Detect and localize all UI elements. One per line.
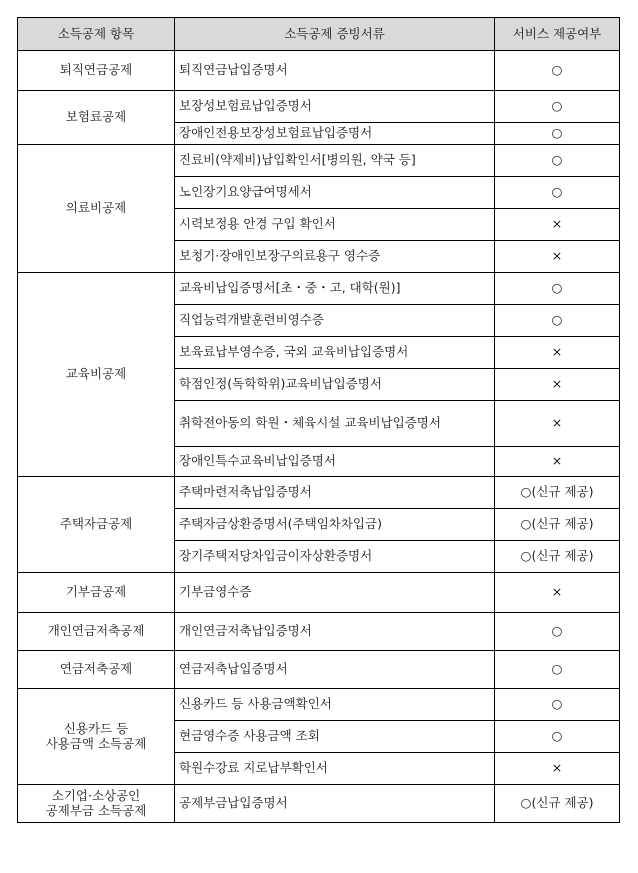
category-cell: 기부금공제 [18, 573, 175, 613]
service-status-cell: × [495, 753, 620, 785]
category-cell: 퇴직연금공제 [18, 51, 175, 91]
service-status-cell: ○ [495, 305, 620, 337]
document-cell: 장기주택저당차입금이자상환증명서 [175, 541, 495, 573]
header-service: 서비스 제공여부 [495, 18, 620, 51]
table-row [18, 689, 620, 721]
document-cell: 주택마련저축납입증명서 [175, 477, 495, 509]
table-row [18, 51, 620, 91]
table-body [18, 51, 620, 823]
service-status-cell: × [495, 369, 620, 401]
document-cell: 보육료납부영수증, 국외 교육비납입증명서 [175, 337, 495, 369]
document-cell: 기부금영수증 [175, 573, 495, 613]
service-status-cell: × [495, 573, 620, 613]
service-status-cell: × [495, 337, 620, 369]
document-cell: 연금저축납입증명서 [175, 651, 495, 689]
service-status-cell: ○(신규 제공) [495, 509, 620, 541]
service-status-cell: ○(신규 제공) [495, 541, 620, 573]
document-cell: 퇴직연금납입증명서 [175, 51, 495, 91]
table-header [18, 18, 620, 51]
header-docs: 소득공제 증빙서류 [175, 18, 495, 51]
document-cell: 학원수강료 지로납부확인서 [175, 753, 495, 785]
document-cell: 보장성보험료납입증명서 [175, 91, 495, 123]
service-status-cell: ○(신규 제공) [495, 785, 620, 823]
header-item: 소득공제 항목 [18, 18, 175, 51]
service-status-cell: ○ [495, 689, 620, 721]
service-status-cell: ○ [495, 273, 620, 305]
document-cell: 장애인특수교육비납입증명서 [175, 447, 495, 477]
category-cell: 개인연금저축공제 [18, 613, 175, 651]
document-cell: 교육비납입증명서[초・중・고, 대학(원)] [175, 273, 495, 305]
service-status-cell: × [495, 401, 620, 447]
table-row [18, 145, 620, 177]
service-status-cell: ○ [495, 651, 620, 689]
table-row [18, 91, 620, 123]
table-row [18, 785, 620, 823]
document-cell: 주택자금상환증명서(주택임차차입금) [175, 509, 495, 541]
service-status-cell: × [495, 241, 620, 273]
category-cell: 보험료공제 [18, 91, 175, 145]
document-cell: 시력보정용 안경 구입 확인서 [175, 209, 495, 241]
category-cell: 교육비공제 [18, 273, 175, 477]
service-status-cell: ○ [495, 721, 620, 753]
document-cell: 학점인정(독학학위)교육비납입증명서 [175, 369, 495, 401]
service-status-cell: × [495, 209, 620, 241]
service-status-cell: ○ [495, 123, 620, 145]
service-status-cell: ○ [495, 613, 620, 651]
document-cell: 개인연금저축납입증명서 [175, 613, 495, 651]
table-row [18, 613, 620, 651]
document-cell: 장애인전용보장성보험료납입증명서 [175, 123, 495, 145]
table-row [18, 573, 620, 613]
service-status-cell: ○ [495, 51, 620, 91]
document-cell: 공제부금납입증명서 [175, 785, 495, 823]
category-cell: 연금저축공제 [18, 651, 175, 689]
table-row [18, 273, 620, 305]
category-cell: 주택자금공제 [18, 477, 175, 573]
category-cell: 의료비공제 [18, 145, 175, 273]
document-cell: 보청기·장애인보장구의료용구 영수증 [175, 241, 495, 273]
document-cell: 직업능력개발훈련비영수증 [175, 305, 495, 337]
table-row [18, 651, 620, 689]
category-cell: 신용카드 등 사용금액 소득공제 [18, 689, 175, 785]
header-row [18, 18, 620, 51]
service-status-cell: ○ [495, 145, 620, 177]
document-cell: 노인장기요양급여명세서 [175, 177, 495, 209]
document-cell: 현금영수증 사용금액 조회 [175, 721, 495, 753]
service-status-cell: ○ [495, 177, 620, 209]
category-cell: 소기업·소상공인 공제부금 소득공제 [18, 785, 175, 823]
service-status-cell: ○(신규 제공) [495, 477, 620, 509]
document-cell: 진료비(약제비)납입확인서[병의원, 약국 등] [175, 145, 495, 177]
table-row [18, 477, 620, 509]
deduction-table [17, 17, 620, 823]
document-cell: 취학전아동의 학원・체육시설 교육비납입증명서 [175, 401, 495, 447]
service-status-cell: × [495, 447, 620, 477]
service-status-cell: ○ [495, 91, 620, 123]
document-cell: 신용카드 등 사용금액확인서 [175, 689, 495, 721]
